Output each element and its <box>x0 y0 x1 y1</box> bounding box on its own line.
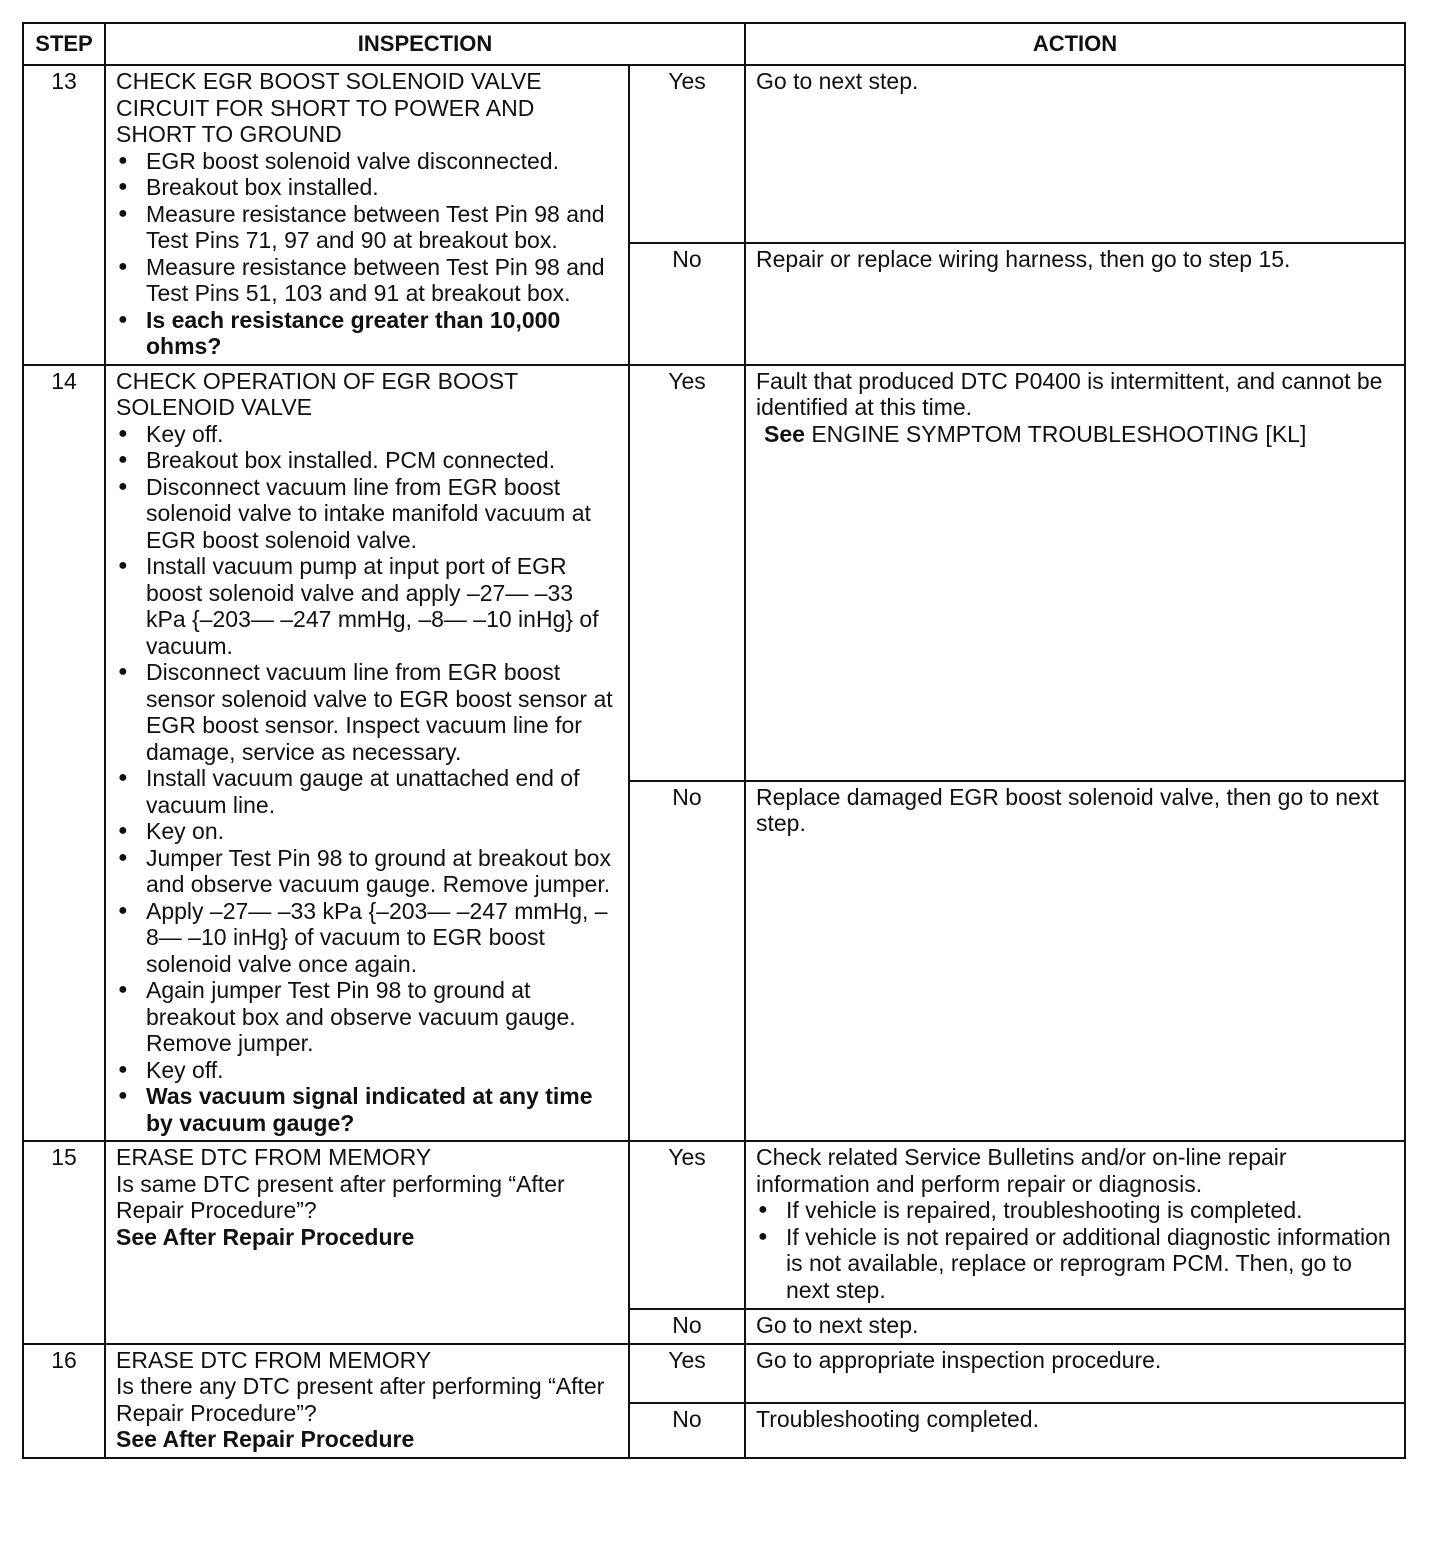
step-15-yes-row <box>23 1141 1405 1309</box>
step-13-title: CHECK EGR BOOST SOLENOID VALVE CIRCUIT FOR SHORT TO POWER AND SHORT TO GROUND <box>116 68 542 147</box>
engine-symptom-reference: ENGINE SYMPTOM TROUBLESHOOTING [KL] <box>811 420 1307 447</box>
step-15-yes-bullet: ● If vehicle is repaired, troubleshooting is completed. <box>756 1197 1394 1224</box>
step-15-yes-bullets <box>756 1197 1394 1303</box>
step-15-number: 15 <box>23 1141 105 1344</box>
step-14-bullet: ● Install vacuum gauge at unattached end of vacuum line. <box>116 765 618 818</box>
step-14-bullet: ● Disconnect vacuum line from EGR boost sensor solenoid valve to EGR boost sensor at EGR boost sensor. Inspect vacuum line for damage, service as necessary. <box>116 659 618 765</box>
step-16-yes-row <box>23 1344 1405 1403</box>
header-inspection: INSPECTION <box>105 23 745 65</box>
step-16-yes-label: Yes <box>629 1344 745 1403</box>
step-13-inspection <box>105 65 629 365</box>
step-13-bullet: ● Breakout box installed. <box>116 174 618 201</box>
step-14-bullets <box>116 421 618 1137</box>
step-16-question: Is there any DTC present after performing “After Repair Procedure”? <box>116 1373 605 1426</box>
step-14-bullet: ● Install vacuum pump at input port of EGR boost solenoid valve and apply –27— –33 kPa {–203— –247 mmHg, –8— –10 inHg} of vacuum. <box>116 553 618 659</box>
step-15-yes-intro: Check related Service Bulletins and/or on-line repair information and perform repair or diagnosis. <box>756 1144 1287 1197</box>
step-13-question: ● Is each resistance greater than 10,000 ohms? <box>116 307 618 360</box>
step-14-bullet: ● Key off. <box>116 421 618 448</box>
step-13-no-label: No <box>629 243 745 365</box>
step-14-bullet: ● Key off. <box>116 1057 618 1084</box>
step-13-yes-row <box>23 65 1405 243</box>
step-13-bullets <box>116 148 618 360</box>
see-label: See <box>764 420 805 447</box>
step-14-title: CHECK OPERATION OF EGR BOOST SOLENOID VALVE <box>116 367 518 420</box>
step-15-no-action: Go to next step. <box>745 1309 1405 1344</box>
step-16-inspection <box>105 1344 629 1458</box>
step-13-yes-action: Go to next step. <box>745 65 1405 243</box>
step-15-yes-label: Yes <box>629 1141 745 1309</box>
step-14-bullet: ● Key on. <box>116 818 618 845</box>
step-15-title: ERASE DTC FROM MEMORY <box>116 1144 432 1170</box>
step-14-bullet: ● Disconnect vacuum line from EGR boost solenoid valve to intake manifold vacuum at EGR boost solenoid valve. <box>116 474 618 554</box>
step-14-bullet: ● Again jumper Test Pin 98 to ground at breakout box and observe vacuum gauge. Remove jumper. <box>116 977 618 1057</box>
step-14-yes-row <box>23 365 1405 781</box>
step-13-bullet: ● Measure resistance between Test Pin 98 and Test Pins 71, 97 and 90 at breakout box. <box>116 201 618 254</box>
step-16-title: ERASE DTC FROM MEMORY <box>116 1346 432 1373</box>
step-14-inspection <box>105 365 629 1142</box>
step-13-no-action: Repair or replace wiring harness, then go to step 15. <box>745 243 1405 365</box>
step-15-no-label: No <box>629 1309 745 1344</box>
step-16-no-action: Troubleshooting completed. <box>745 1403 1405 1458</box>
header-row <box>23 23 1405 65</box>
step-13-bullet: ● Measure resistance between Test Pin 98 and Test Pins 51, 103 and 91 at breakout box. <box>116 254 618 307</box>
step-14-number: 14 <box>23 365 105 1142</box>
step-15-yes-bullet: ● If vehicle is not repaired or additional diagnostic information is not available, replace or reprogram PCM. Then, go to next step. <box>756 1224 1394 1304</box>
step-14-no-action: Replace damaged EGR boost solenoid valve, then go to next step. <box>745 781 1405 1142</box>
step-14-question: ● Was vacuum signal indicated at any time by vacuum gauge? <box>116 1083 618 1136</box>
header-step: STEP <box>23 23 105 65</box>
step-16-no-label: No <box>629 1403 745 1458</box>
step-14-no-label: No <box>629 781 745 1142</box>
step-14-bullet: ● Jumper Test Pin 98 to ground at breakout box and observe vacuum gauge. Remove jumper. <box>116 845 618 898</box>
step-14-yes-action-text: Fault that produced DTC P0400 is intermittent, and cannot be identified at this time. <box>756 367 1383 420</box>
step-14-see-line <box>756 421 1394 448</box>
step-15-yes-action <box>745 1141 1405 1309</box>
troubleshooting-table <box>22 22 1406 1459</box>
step-13-number: 13 <box>23 65 105 365</box>
step-14-yes-action <box>745 365 1405 781</box>
step-14-bullet: ● Apply –27— –33 kPa {–203— –247 mmHg, –8— –10 inHg} of vacuum to EGR boost solenoid valve once again. <box>116 898 618 978</box>
step-13-yes-label: Yes <box>629 65 745 243</box>
step-16-see: See After Repair Procedure <box>116 1426 415 1452</box>
header-action: ACTION <box>745 23 1405 65</box>
step-15-question: Is same DTC present after performing “After Repair Procedure”? <box>116 1170 565 1223</box>
step-16-yes-action: Go to appropriate inspection procedure. <box>745 1344 1405 1403</box>
step-13-bullet: ● EGR boost solenoid valve disconnected. <box>116 148 618 175</box>
step-14-bullet: ● Breakout box installed. PCM connected. <box>116 447 618 474</box>
step-15-inspection <box>105 1141 629 1344</box>
step-16-number: 16 <box>23 1344 105 1458</box>
step-14-yes-label: Yes <box>629 365 745 781</box>
step-15-see: See After Repair Procedure <box>116 1223 415 1250</box>
